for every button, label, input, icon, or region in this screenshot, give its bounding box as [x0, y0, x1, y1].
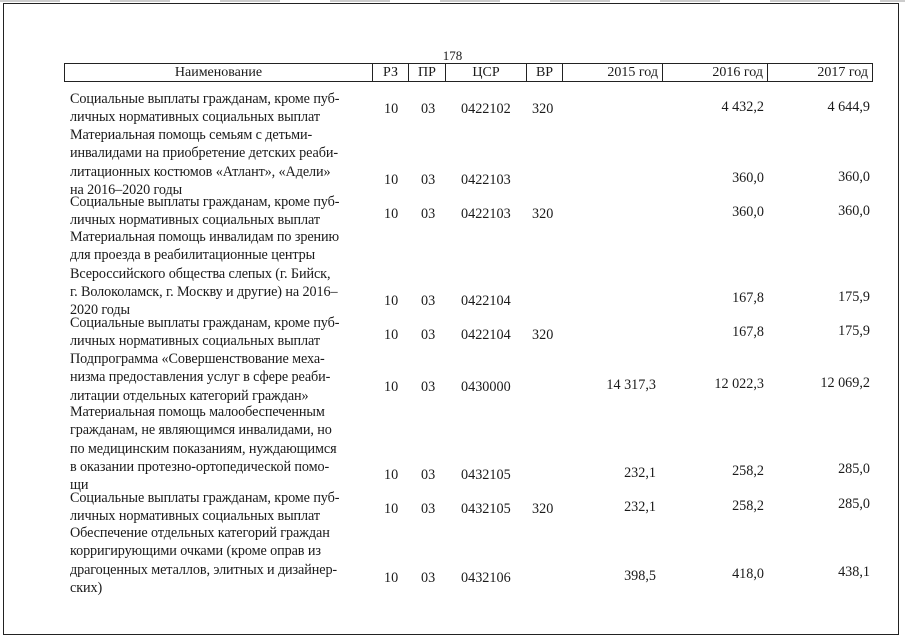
row-2016: 4 432,2 [721, 99, 764, 115]
page-number: 178 [442, 48, 463, 63]
row-vr: 320 [532, 501, 554, 517]
row-2016: 12 022,3 [714, 376, 764, 392]
row-2015: 232,1 [624, 465, 656, 481]
row-2016: 167,8 [732, 290, 764, 306]
row-rz: 10 [384, 467, 399, 483]
row-name: Социальные выплаты гражданам, кроме пуб- личных нормативных социальных выплат [70, 490, 340, 525]
row-2015: 398,5 [624, 568, 656, 584]
row-pr: 03 [421, 101, 436, 117]
row-vr: 320 [532, 327, 554, 343]
row-vr: 320 [532, 206, 554, 222]
row-2017: 360,0 [838, 203, 870, 219]
row-pr: 03 [421, 379, 436, 395]
row-2016: 258,2 [732, 463, 764, 479]
row-csr: 0422104 [461, 293, 511, 309]
row-name: Социальные выплаты гражданам, кроме пуб- личных нормативных социальных выплат [70, 315, 340, 350]
header-2017: 2017 год [767, 63, 873, 82]
row-2016: 418,0 [732, 566, 764, 582]
row-2017: 175,9 [838, 289, 870, 305]
row-csr: 0432105 [461, 501, 511, 517]
row-csr: 0422103 [461, 172, 511, 188]
row-2017: 438,1 [838, 564, 870, 580]
row-rz: 10 [384, 101, 399, 117]
row-pr: 03 [421, 467, 436, 483]
row-name: Обеспечение отдельных категорий граждан корригирующими очками (кроме оправ из драгоценных металлов, элитных и дизайнер- ских) [70, 525, 338, 596]
row-rz: 10 [384, 172, 399, 188]
row-2017: 175,9 [838, 323, 870, 339]
header-2015: 2015 год [562, 63, 663, 82]
row-csr: 0430000 [461, 379, 511, 395]
header-rz: РЗ [372, 63, 409, 82]
row-name: Материальная помощь малообеспеченным гражданам, не являющимся инвалидами, но по медицинским показаниям, нуждающимся в оказании протезно-ортопедической помо- щи [70, 404, 337, 494]
row-2017: 285,0 [838, 496, 870, 512]
row-pr: 03 [421, 327, 436, 343]
row-2015: 232,1 [624, 499, 656, 515]
row-vr: 320 [532, 101, 554, 117]
row-csr: 0422103 [461, 206, 511, 222]
row-name: Материальная помощь инвалидам по зрению для проезда в реабилитационные центры Всероссийского общества слепых (г. Бийск, г. Волоколамск, г. Москву и другие) на 2016– 2020 годы [70, 229, 340, 319]
header-name: Наименование [64, 63, 373, 82]
row-rz: 10 [384, 379, 399, 395]
scan-top-edge [0, 0, 905, 2]
row-name: Материальная помощь семьям с детьми- инвалидами на приобретение детских реаби- литационных костюмов «Атлант», «Адели» на 2016–2020 годы [70, 127, 338, 198]
row-2016: 360,0 [732, 170, 764, 186]
row-rz: 10 [384, 327, 399, 343]
row-name: Социальные выплаты гражданам, кроме пуб- личных нормативных социальных выплат [70, 91, 340, 126]
row-2016: 167,8 [732, 324, 764, 340]
header-2016: 2016 год [662, 63, 768, 82]
row-2017: 285,0 [838, 461, 870, 477]
header-vr: ВР [526, 63, 563, 82]
row-csr: 0432106 [461, 570, 511, 586]
row-2016: 258,2 [732, 498, 764, 514]
row-pr: 03 [421, 172, 436, 188]
row-pr: 03 [421, 501, 436, 517]
row-csr: 0422102 [461, 101, 511, 117]
row-csr: 0422104 [461, 327, 511, 343]
row-name: Подпрограмма «Совершенствование меха- низма предоставления услуг в сфере реаби- литации отдельных категорий граждан» [70, 351, 331, 404]
row-2017: 12 069,2 [820, 375, 870, 391]
row-2017: 360,0 [838, 169, 870, 185]
row-name: Социальные выплаты гражданам, кроме пуб- личных нормативных социальных выплат [70, 194, 340, 229]
header-pr: ПР [408, 63, 446, 82]
row-2015: 14 317,3 [606, 377, 656, 393]
row-rz: 10 [384, 206, 399, 222]
row-2016: 360,0 [732, 204, 764, 220]
header-csr: ЦСР [445, 63, 527, 82]
row-rz: 10 [384, 293, 399, 309]
row-2017: 4 644,9 [827, 99, 870, 115]
row-pr: 03 [421, 293, 436, 309]
row-csr: 0432105 [461, 467, 511, 483]
row-rz: 10 [384, 570, 399, 586]
row-pr: 03 [421, 570, 436, 586]
row-rz: 10 [384, 501, 399, 517]
row-pr: 03 [421, 206, 436, 222]
